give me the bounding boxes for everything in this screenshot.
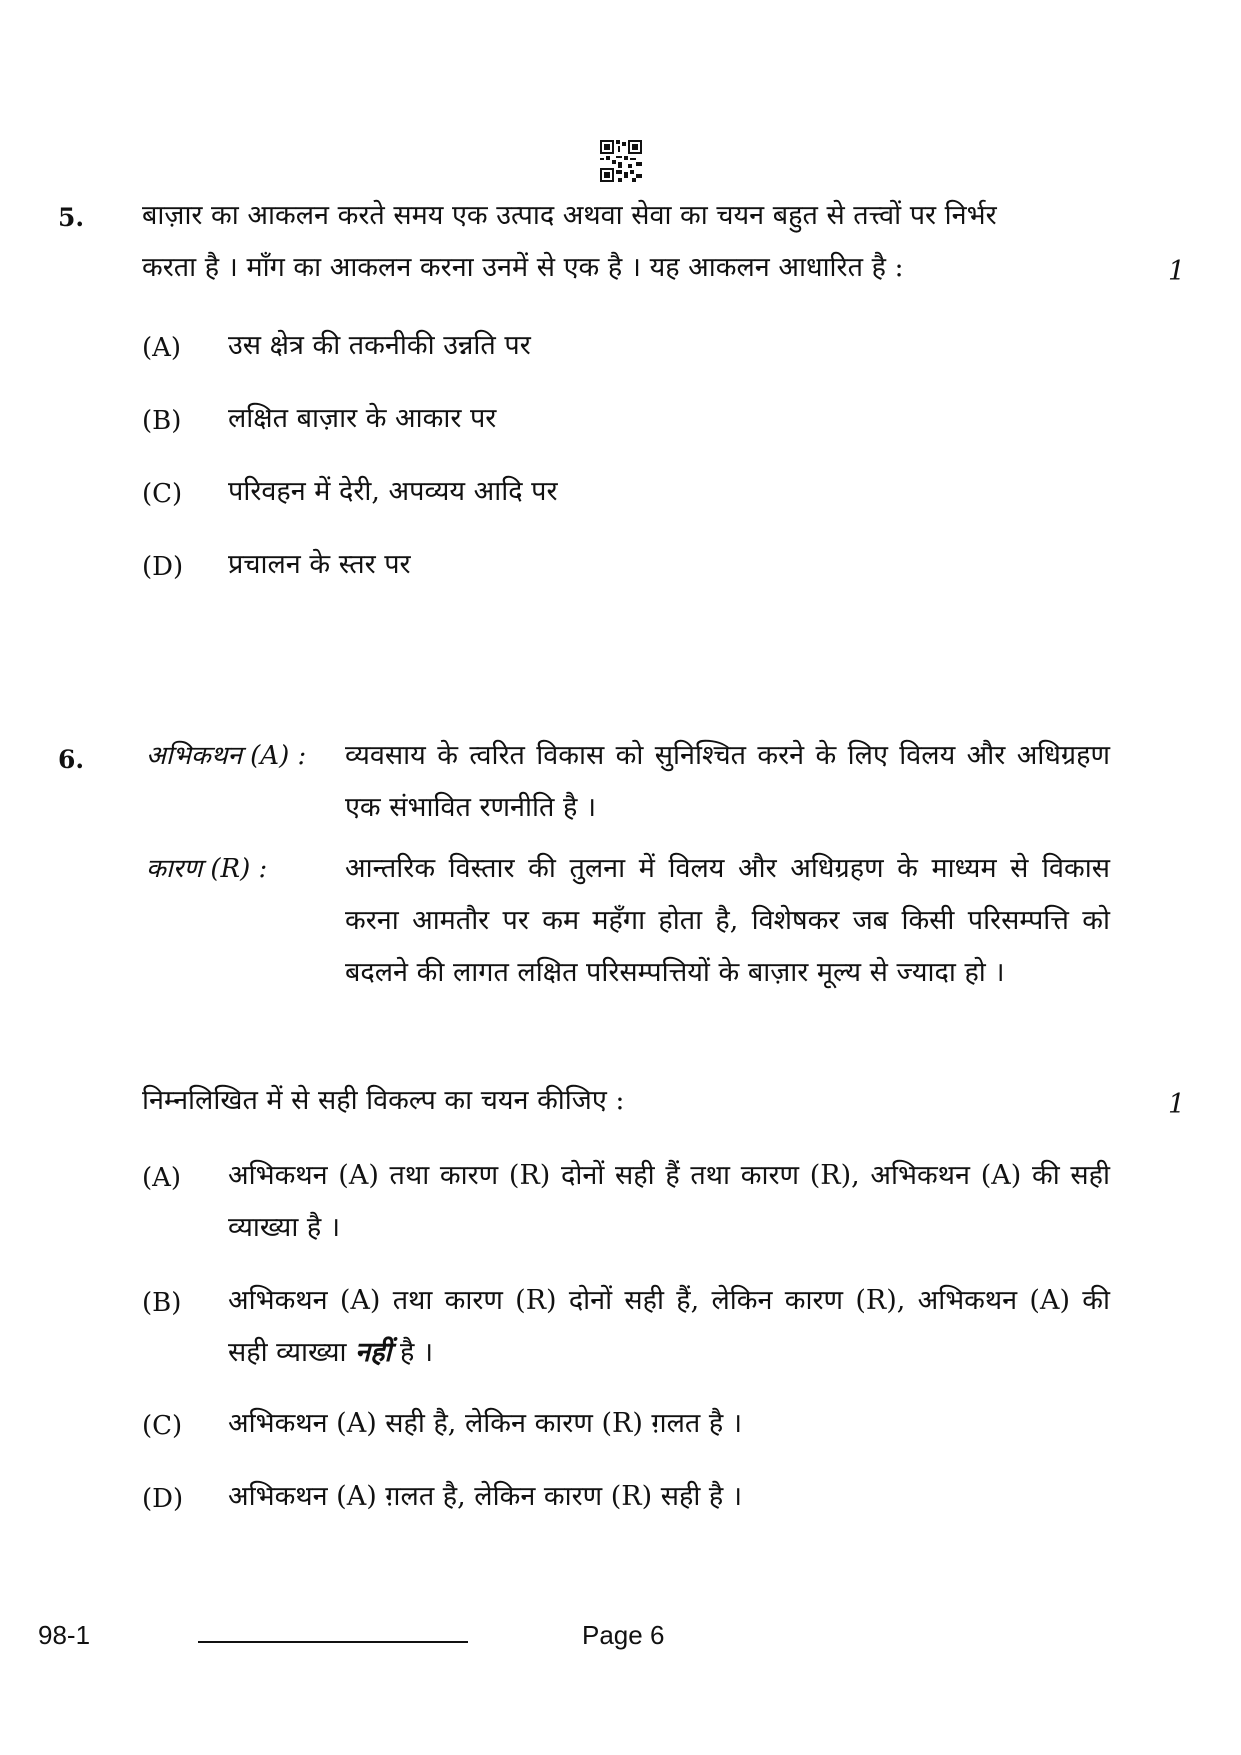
q6-option-a-text: अभिकथन (A) तथा कारण (R) दोनों सही हैं तथा कारण (R), अभिकथन (A) की सही व्याख्या है । <box>228 1160 1110 1243</box>
q5-option-b-label: (B) <box>142 406 182 436</box>
q6-option-b-emphasis: नहीं <box>355 1337 392 1368</box>
footer-divider <box>198 1641 468 1643</box>
q6-option-c-label: (C) <box>142 1411 183 1441</box>
q5-option-b-text: लक्षित बाज़ार के आकार पर <box>228 403 497 434</box>
question-6-instruction: निम्नलिखित में से सही विकल्प का चयन कीजिए : <box>142 1085 625 1116</box>
q6-option-d-label: (D) <box>142 1484 184 1514</box>
question-5-number: 5. <box>58 203 85 232</box>
q5-option-a-label: (A) <box>142 333 182 363</box>
question-5-marks: 1 <box>1168 256 1186 287</box>
q6-option-b-text-end: है । <box>400 1337 434 1368</box>
qr-code-icon <box>600 140 642 182</box>
paper-code: 98-1 <box>38 1620 91 1650</box>
assertion-text: व्यवसाय के त्वरित विकास को सुनिश्चित करने के लिए विलय और अधिग्रहण एक संभावित रणनीति है । <box>345 740 1110 823</box>
q5-option-a-text: उस क्षेत्र की तकनीकी उन्नति पर <box>228 330 531 361</box>
q6-option-a-label: (A) <box>142 1163 182 1193</box>
page-number: Page 6 <box>582 1620 665 1650</box>
assertion-label: अभिकथन (A) : <box>146 741 307 771</box>
q5-option-c-label: (C) <box>142 479 183 509</box>
q6-option-b-label: (B) <box>142 1288 182 1318</box>
q6-option-d-text: अभिकथन (A) ग़लत है, लेकिन कारण (R) सही है । <box>228 1481 743 1512</box>
q6-option-b-text-main: अभिकथन (A) तथा कारण (R) दोनों सही हैं, लेकिन कारण (R), अभिकथन (A) की सही व्याख्या <box>228 1285 1110 1368</box>
question-5-stem-line-1: बाज़ार का आकलन करते समय एक उत्पाद अथवा सेवा का चयन बहुत से तत्त्वों पर निर्भर <box>142 200 997 231</box>
q6-option-c-text: अभिकथन (A) सही है, लेकिन कारण (R) ग़लत है । <box>228 1408 743 1439</box>
question-5-stem-line-2: करता है । माँग का आकलन करना उनमें से एक है । यह आकलन आधारित है : <box>142 252 904 283</box>
q5-option-d-label: (D) <box>142 552 184 582</box>
reason-label: कारण (R) : <box>146 854 268 884</box>
q5-option-d-text: प्रचालन के स्तर पर <box>228 549 411 580</box>
reason-text: आन्तरिक विस्तार की तुलना में विलय और अधिग्रहण के माध्यम से विकास करना आमतौर पर कम महँगा होता है, विशेषकर जब किसी परिसम्पत्ति को बदलने की लागत लक्षित परिसम्पत्तियों के बाज़ार मूल्य से ज्यादा हो । <box>345 853 1110 988</box>
q6-option-b-text <box>228 1275 1110 1379</box>
question-6-marks: 1 <box>1168 1089 1186 1120</box>
question-6-number: 6. <box>58 745 85 774</box>
q5-option-c-text: परिवहन में देरी, अपव्यय आदि पर <box>228 476 558 507</box>
